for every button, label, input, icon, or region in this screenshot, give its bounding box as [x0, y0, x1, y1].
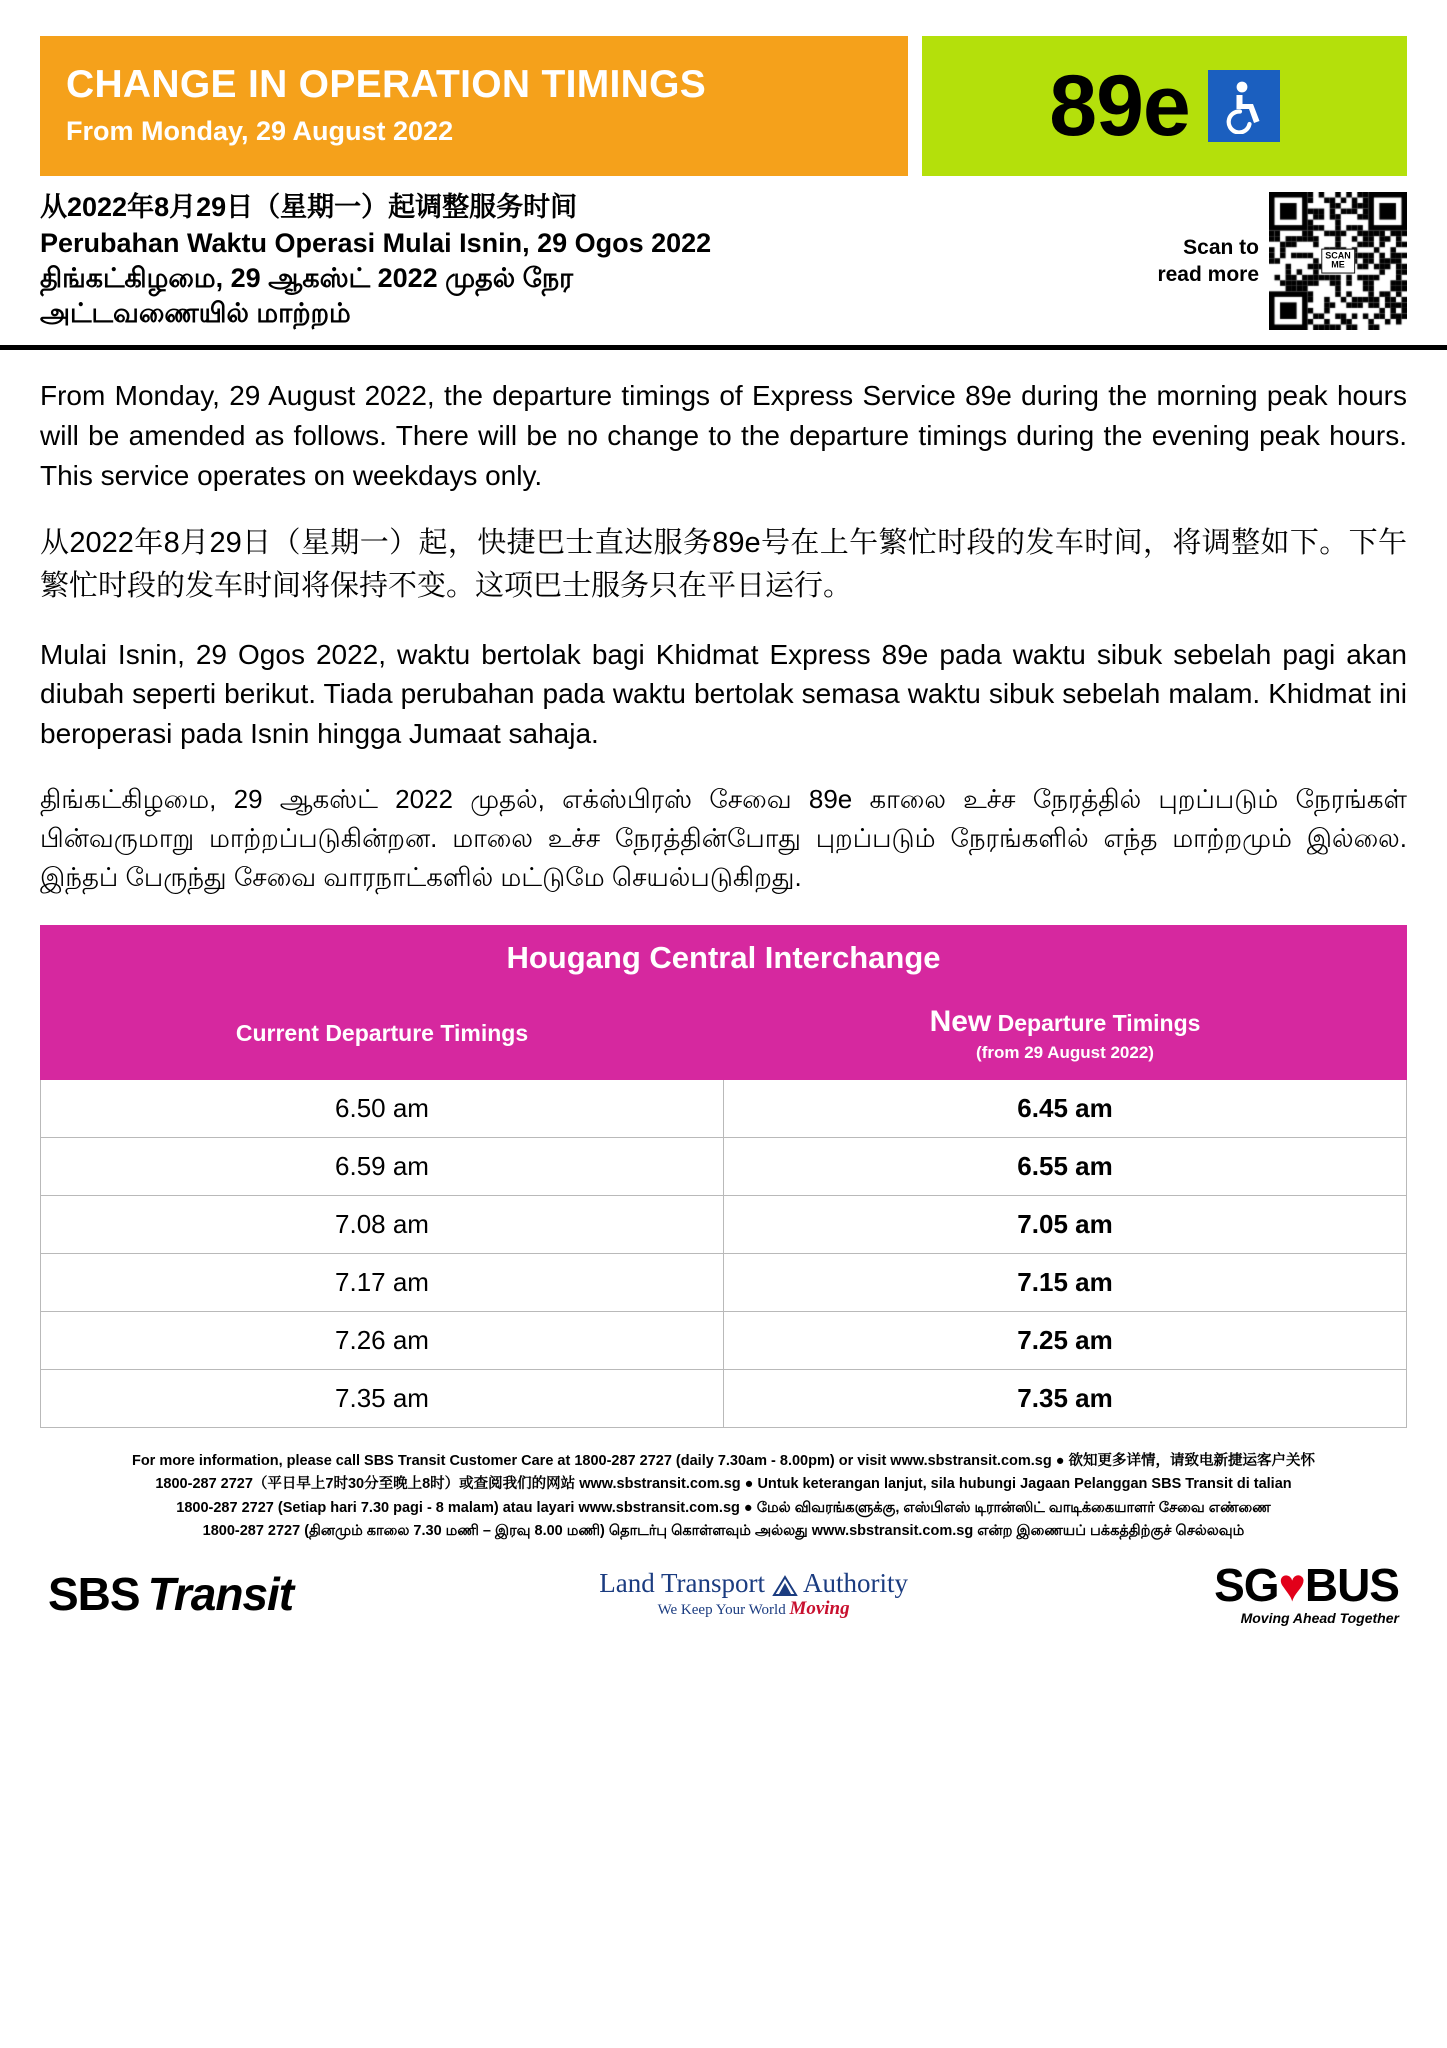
- title-tamil-line1: திங்கட்கிழமை, 29 ஆகஸ்ட் 2022 முதல் நேர: [40, 263, 574, 294]
- paragraph-tamil: திங்கட்கிழமை, 29 ஆகஸ்ட் 2022 முதல், எக்ஸ்பிரஸ் சேவை 89e காலை உச்ச நேரத்தில் புறப்படும் நேரங்கள் பின்வருமாறு மாற்றப்படுகின்றன. மாலை உச்ச நேரத்தின்போது புறப்படும் நேரங்களில் எந்த மாற்றமும் இல்லை. இந்தப் பேருந்து சேவை வாரநாட்களில் மட்டுமே செயல்படுகிறது.: [40, 783, 1407, 892]
- scan-instruction: [1157, 234, 1259, 289]
- sbs-transit-logo: [48, 1567, 293, 1621]
- current-timing-cell: 7.08 am: [41, 1195, 724, 1253]
- new-timing-cell: 7.35 am: [724, 1369, 1407, 1427]
- heart-icon: ♥: [1278, 1558, 1305, 1611]
- table-header-row: [41, 990, 1407, 1079]
- title-chinese: 从2022年8月29日（星期一）起调整服务时间: [40, 192, 578, 222]
- lta-name: [599, 1569, 908, 1597]
- table-title-row: [41, 925, 1407, 990]
- new-timing-cell: 7.25 am: [724, 1311, 1407, 1369]
- transit-logo-text: Transit: [147, 1567, 294, 1620]
- route-number: 89e: [1049, 58, 1190, 154]
- paragraph-english: From Monday, 29 August 2022, the departure timings of Express Service 89e during the morning peak hours will be amended as follows. There will be no change to the departure timings during the evening peak hours. This service operates on weekdays only.: [40, 380, 1407, 491]
- sbs-logo-text: SBS: [48, 1567, 140, 1620]
- footnotes: [40, 1450, 1407, 1544]
- table-row: [41, 1137, 1407, 1195]
- lta-tagline-text: We Keep Your World: [657, 1602, 786, 1619]
- table-row: [41, 1311, 1407, 1369]
- banner-subtitle: From Monday, 29 August 2022: [66, 116, 454, 147]
- new-timing-cell: 6.45 am: [724, 1079, 1407, 1137]
- current-timing-cell: 7.26 am: [41, 1311, 724, 1369]
- table-row: [41, 1253, 1407, 1311]
- current-timing-cell: 7.35 am: [41, 1369, 724, 1427]
- wheelchair-accessible-icon: [1208, 70, 1280, 142]
- title-tamil-line2: அட்டவணையில் மாற்றம்: [40, 298, 351, 329]
- paragraph-malay: Mulai Isnin, 29 Ogos 2022, waktu bertolak bagi Khidmat Express 89e pada waktu sibuk sebelah pagi akan diubah seperti berikut. Tiada perubahan pada waktu bertolak semasa waktu sibuk sebelah malam. Khidmat ini beroperasi pada Isnin hingga Jumaat sahaja.: [40, 638, 1407, 750]
- header-languages: [0, 176, 1447, 331]
- banner-title: CHANGE IN OPERATION TIMINGS: [66, 62, 707, 106]
- timings-table: [40, 925, 1407, 1428]
- sgbus-logo: [1214, 1558, 1399, 1626]
- lta-tagline: [599, 1599, 908, 1619]
- scan-block: [1157, 186, 1407, 330]
- column-header-new: [724, 990, 1407, 1079]
- qr-code-icon[interactable]: [1269, 192, 1407, 330]
- lta-tagline-moving: Moving: [789, 1598, 850, 1620]
- column-header-new-rest: Departure Timings: [991, 1009, 1201, 1036]
- footer-logos: [0, 1544, 1447, 1626]
- lta-emblem-icon: [772, 1575, 798, 1597]
- paragraph-chinese: 从2022年8月29日（星期一）起，快捷巴士直达服务89e号在上午繁忙时段的发车时间，将调整如下。下午繁忙时段的发车时间将保持不变。这项巴士服务只在平日运行。: [40, 526, 1407, 603]
- footnote-line: 1800-287 2727 (தினமும் காலை 7.30 மணி – இரவு 8.00 மணி) தொடர்பு கொள்ளவும் அல்லது www.sbstransit.com.sg என்ற இணையப் பக்கத்திற்குச் செல்லவும்: [202, 1523, 1245, 1540]
- table-row: [41, 1195, 1407, 1253]
- footnote-line: 1800-287 2727（平日早上7时30分至晚上8时）或查阅我们的网站 www.sbstransit.com.sg ● Untuk keterangan lanjut, sila hubungi Jagaan Pelanggan SBS Transit di talian: [155, 1476, 1292, 1493]
- sgbus-sg-text: SG: [1214, 1558, 1279, 1611]
- scan-line-2: read more: [1157, 263, 1259, 286]
- language-titles: [40, 186, 1157, 331]
- new-timing-cell: 6.55 am: [724, 1137, 1407, 1195]
- lta-name-part1: Land Transport: [599, 1567, 765, 1598]
- footnote-line: For more information, please call SBS Transit Customer Care at 1800-287 2727 (daily 7.30am - 8.00pm) or visit www.sbstransit.com.sg ● 欲知更多详情，请致电新捷运客户关怀: [131, 1452, 1316, 1469]
- new-timing-cell: 7.15 am: [724, 1253, 1407, 1311]
- footnote-line: 1800-287 2727 (Setiap hari 7.30 pagi - 8 malam) atau layari www.sbstransit.com.sg ● மேல் விவரங்களுக்கு, எஸ்பிஎஸ் டிரான்ஸிட் வாடிக்கையாளர் சேவை எண்ணை: [176, 1499, 1271, 1516]
- table-row: [41, 1079, 1407, 1137]
- scan-line-1: Scan to: [1183, 235, 1259, 259]
- column-header-new-sub: (from 29 August 2022): [976, 1042, 1154, 1062]
- sgbus-tagline: Moving Ahead Together: [1240, 1609, 1399, 1626]
- current-timing-cell: 7.17 am: [41, 1253, 724, 1311]
- lta-name-part2: Authority: [803, 1567, 908, 1598]
- sgbus-bus-text: BUS: [1304, 1558, 1399, 1611]
- header-top: [0, 0, 1447, 176]
- current-timing-cell: 6.59 am: [41, 1137, 724, 1195]
- lta-logo: [599, 1569, 908, 1619]
- content-area: [0, 376, 1447, 1543]
- timings-table-body: [41, 1079, 1407, 1427]
- sgbus-main: [1214, 1558, 1399, 1611]
- column-header-new-emphasis: New: [929, 1004, 992, 1038]
- header-divider: [0, 345, 1447, 350]
- table-title: Hougang Central Interchange: [41, 925, 1407, 990]
- new-timing-cell: 7.05 am: [724, 1195, 1407, 1253]
- column-header-current: Current Departure Timings: [41, 990, 724, 1079]
- current-timing-cell: 6.50 am: [41, 1079, 724, 1137]
- title-malay: Perubahan Waktu Operasi Mulai Isnin, 29 Ogos 2022: [40, 227, 712, 258]
- announcement-banner: [40, 36, 908, 176]
- table-row: [41, 1369, 1407, 1427]
- qr-scan-me-label: SCAN ME: [1321, 249, 1355, 274]
- route-number-box: [922, 36, 1407, 176]
